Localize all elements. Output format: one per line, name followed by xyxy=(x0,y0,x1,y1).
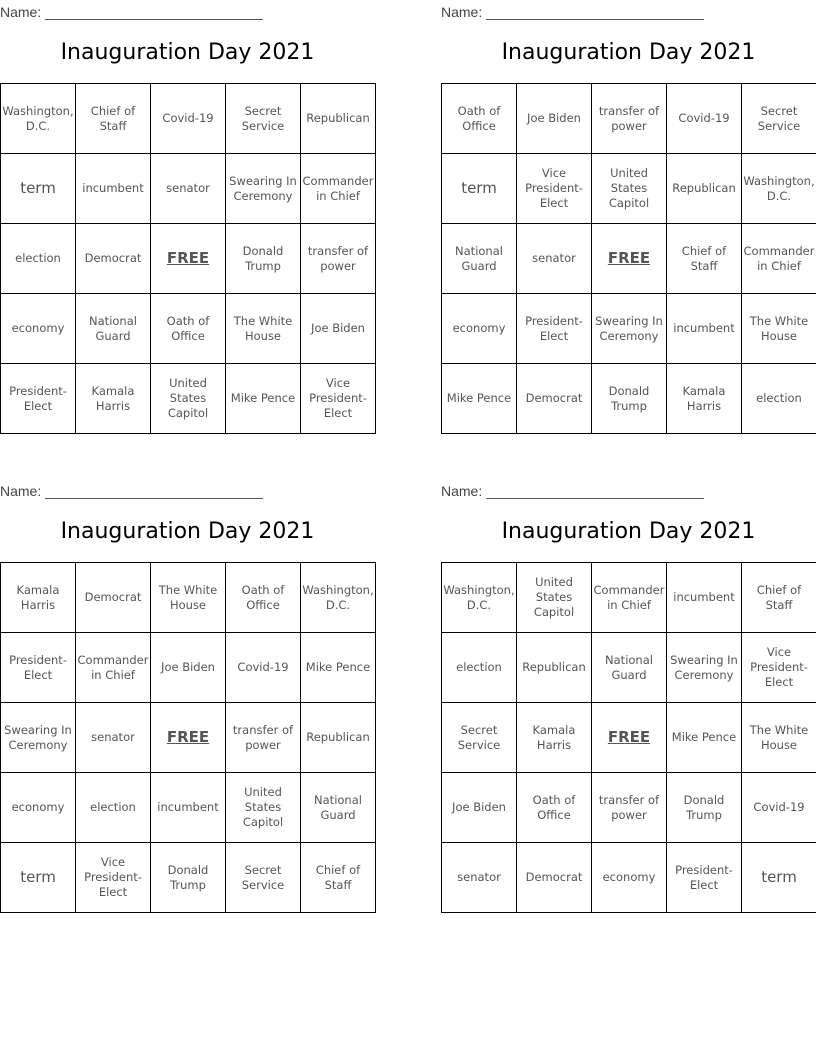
bingo-cell: term xyxy=(1,154,76,224)
bingo-cell: Democrat xyxy=(517,843,592,913)
bingo-cell: senator xyxy=(517,224,592,294)
bingo-cell: Joe Biden xyxy=(517,84,592,154)
bingo-cell: The White House xyxy=(226,294,301,364)
bingo-cell: Kamala Harris xyxy=(1,563,76,633)
bingo-cell: Washington, D.C. xyxy=(1,84,76,154)
name-line xyxy=(0,481,263,499)
bingo-cell: Washington, D.C. xyxy=(442,563,517,633)
name-label: Name: xyxy=(0,4,42,20)
bingo-cell: Covid-19 xyxy=(667,84,742,154)
bingo-cell: incumbent xyxy=(76,154,151,224)
bingo-cell: Vice President-Elect xyxy=(301,364,376,434)
bingo-cell: Swearing In Ceremony xyxy=(226,154,301,224)
bingo-cell: economy xyxy=(592,843,667,913)
bingo-cell: Vice President-Elect xyxy=(742,633,816,703)
name-line xyxy=(0,2,263,20)
bingo-cell: incumbent xyxy=(667,563,742,633)
bingo-cell: Secret Service xyxy=(226,843,301,913)
bingo-cell: transfer of power xyxy=(301,224,376,294)
name-blank xyxy=(486,484,704,499)
bingo-cell: Mike Pence xyxy=(226,364,301,434)
bingo-cell: Covid-19 xyxy=(151,84,226,154)
bingo-cell: Washington, D.C. xyxy=(301,563,376,633)
bingo-cell: United States Capitol xyxy=(517,563,592,633)
bingo-cell: election xyxy=(1,224,76,294)
bingo-cell: National Guard xyxy=(76,294,151,364)
name-blank xyxy=(45,5,263,20)
bingo-cell: Vice President-Elect xyxy=(517,154,592,224)
card-title: Inauguration Day 2021 xyxy=(501,519,756,544)
bingo-cell: Oath of Office xyxy=(442,84,517,154)
bingo-cell: Swearing In Ceremony xyxy=(1,703,76,773)
bingo-cell: Commander in Chief xyxy=(301,154,376,224)
bingo-cell: Republican xyxy=(301,703,376,773)
bingo-cell: Oath of Office xyxy=(226,563,301,633)
bingo-cell: Mike Pence xyxy=(442,364,517,434)
bingo-cell: economy xyxy=(1,294,76,364)
bingo-cell: incumbent xyxy=(667,294,742,364)
free-space-cell: FREE xyxy=(151,703,226,773)
bingo-cell: Joe Biden xyxy=(151,633,226,703)
bingo-cell: Mike Pence xyxy=(667,703,742,773)
name-blank xyxy=(486,5,704,20)
bingo-cell: senator xyxy=(151,154,226,224)
name-line xyxy=(441,2,704,20)
bingo-cell: President-Elect xyxy=(1,364,76,434)
bingo-cell: Covid-19 xyxy=(226,633,301,703)
card-title: Inauguration Day 2021 xyxy=(60,40,315,65)
card-title: Inauguration Day 2021 xyxy=(501,40,756,65)
bingo-cell: President-Elect xyxy=(1,633,76,703)
bingo-cell: The White House xyxy=(742,294,816,364)
bingo-cell: Oath of Office xyxy=(517,773,592,843)
bingo-cell: The White House xyxy=(742,703,816,773)
name-blank xyxy=(45,484,263,499)
free-space-cell: FREE xyxy=(151,224,226,294)
bingo-cell: Commander in Chief xyxy=(742,224,816,294)
bingo-cell: President-Elect xyxy=(667,843,742,913)
bingo-cell: election xyxy=(742,364,816,434)
bingo-cell: President-Elect xyxy=(517,294,592,364)
bingo-cell: Donald Trump xyxy=(592,364,667,434)
bingo-cell: Donald Trump xyxy=(667,773,742,843)
name-line xyxy=(441,481,704,499)
bingo-cell: incumbent xyxy=(151,773,226,843)
bingo-cell: Joe Biden xyxy=(442,773,517,843)
name-label: Name: xyxy=(441,4,483,20)
bingo-cell: Washington, D.C. xyxy=(742,154,816,224)
bingo-cell: senator xyxy=(442,843,517,913)
bingo-cell: Kamala Harris xyxy=(667,364,742,434)
bingo-cell: Commander in Chief xyxy=(592,563,667,633)
bingo-cell: economy xyxy=(1,773,76,843)
bingo-grid xyxy=(0,562,376,913)
bingo-cell: United States Capitol xyxy=(151,364,226,434)
bingo-cell: Republican xyxy=(301,84,376,154)
bingo-cell: Vice President-Elect xyxy=(76,843,151,913)
bingo-cell: Swearing In Ceremony xyxy=(667,633,742,703)
bingo-cell: Covid-19 xyxy=(742,773,816,843)
bingo-cell: Democrat xyxy=(76,563,151,633)
bingo-cell: Kamala Harris xyxy=(76,364,151,434)
bingo-cell: Joe Biden xyxy=(301,294,376,364)
bingo-cell: Kamala Harris xyxy=(517,703,592,773)
bingo-cell: Chief of Staff xyxy=(76,84,151,154)
bingo-cell: transfer of power xyxy=(226,703,301,773)
bingo-cell: Democrat xyxy=(76,224,151,294)
bingo-cell: National Guard xyxy=(592,633,667,703)
bingo-cell: Secret Service xyxy=(742,84,816,154)
bingo-cell: Chief of Staff xyxy=(742,563,816,633)
bingo-grid xyxy=(0,83,376,434)
free-space-cell: FREE xyxy=(592,703,667,773)
bingo-cell: Commander in Chief xyxy=(76,633,151,703)
bingo-cell: transfer of power xyxy=(592,773,667,843)
bingo-cell: The White House xyxy=(151,563,226,633)
bingo-cell: economy xyxy=(442,294,517,364)
card-title: Inauguration Day 2021 xyxy=(60,519,315,544)
bingo-cell: election xyxy=(442,633,517,703)
bingo-cell: National Guard xyxy=(301,773,376,843)
bingo-cell: Secret Service xyxy=(226,84,301,154)
bingo-cell: senator xyxy=(76,703,151,773)
bingo-cell: Chief of Staff xyxy=(667,224,742,294)
bingo-cell: Mike Pence xyxy=(301,633,376,703)
bingo-cell: Democrat xyxy=(517,364,592,434)
bingo-grid xyxy=(441,83,816,434)
bingo-cell: term xyxy=(742,843,816,913)
bingo-cell: Swearing In Ceremony xyxy=(592,294,667,364)
bingo-cell: Republican xyxy=(517,633,592,703)
bingo-cell: Republican xyxy=(667,154,742,224)
bingo-cell: term xyxy=(442,154,517,224)
bingo-cell: Chief of Staff xyxy=(301,843,376,913)
bingo-cell: United States Capitol xyxy=(592,154,667,224)
name-label: Name: xyxy=(441,483,483,499)
bingo-cell: transfer of power xyxy=(592,84,667,154)
bingo-grid xyxy=(441,562,816,913)
bingo-cell: term xyxy=(1,843,76,913)
free-space-cell: FREE xyxy=(592,224,667,294)
bingo-cell: United States Capitol xyxy=(226,773,301,843)
bingo-cell: election xyxy=(76,773,151,843)
bingo-cell: Secret Service xyxy=(442,703,517,773)
bingo-cell: Donald Trump xyxy=(151,843,226,913)
bingo-cell: Donald Trump xyxy=(226,224,301,294)
bingo-cell: National Guard xyxy=(442,224,517,294)
name-label: Name: xyxy=(0,483,42,499)
bingo-cell: Oath of Office xyxy=(151,294,226,364)
